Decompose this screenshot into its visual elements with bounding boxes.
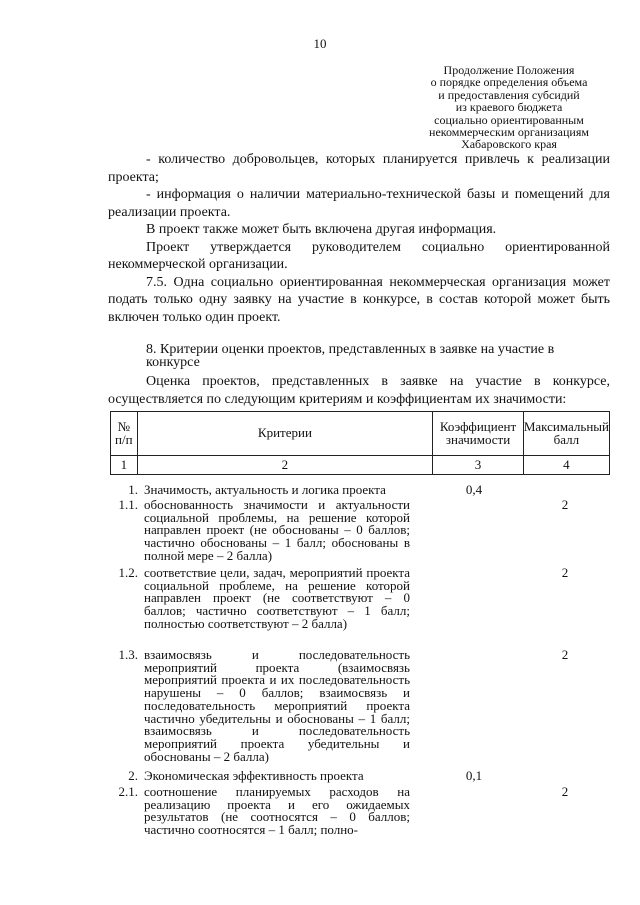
row-coefficient: 0,1 <box>465 768 483 783</box>
header-line: о порядке определения объема <box>430 75 588 90</box>
row-number: 1.1. <box>118 497 138 512</box>
paragraph-volunteers: - количество добровольцев, которых планируется привлечь к реализации проекта; <box>108 152 610 185</box>
row-number: 2. <box>128 768 138 783</box>
paragraph-intro: Оценка проектов, представленных в заявке на участие в конкурсе, осуществляется по следующим критериям и коэффициентам их значимости: <box>108 374 610 407</box>
table-column-numbers-row <box>111 456 610 475</box>
body-text <box>108 151 610 326</box>
table-header-row <box>111 412 610 456</box>
header-line: из краевого бюджета <box>455 100 563 115</box>
column-number: 4 <box>523 456 609 475</box>
header-line: некоммерческим организациям <box>429 125 589 140</box>
row-score: 2 <box>561 784 569 799</box>
header-line: и предоставления субсидий <box>438 87 580 102</box>
header-criteria: Критерии <box>137 412 433 456</box>
row-text: Экономическая эффективность проекта <box>144 768 364 783</box>
column-number: 3 <box>433 456 524 475</box>
header-line: Продолжение Положения <box>443 63 575 77</box>
row-text: обоснованность значимости и актуальности социальной проблемы, на решение которой направлен проект (не обоснованы – 0 баллов; частично обоснованы – 1 балл; обоснованы в полной мере – 2 балла) <box>144 497 410 563</box>
header-coefficient: Коэффициент значимости <box>433 412 524 456</box>
row-score: 2 <box>561 565 569 580</box>
header-line: социально ориентированным <box>434 112 584 127</box>
document-header <box>388 64 630 151</box>
header-number: № п/п <box>111 412 138 456</box>
section-title: 8. Критерии оценки проектов, представленных в заявке на участие в конкурсе <box>146 342 555 370</box>
row-coefficient: 0,4 <box>465 482 483 497</box>
row-text: соотношение планируемых расходов на реализацию проекта и его ожидаемых результатов (не соотносятся – 0 баллов; частично соотносятся – 1 балл; полно- <box>144 784 410 838</box>
column-number: 1 <box>111 456 138 475</box>
row-number: 1. <box>128 482 138 497</box>
row-number: 1.2. <box>118 565 138 580</box>
row-score: 2 <box>561 647 569 662</box>
paragraph-other-info: В проект также может быть включена другая информация. <box>146 222 497 237</box>
row-text: взаимосвязь и последовательность мероприятий проекта (взаимосвязь мероприятий проекта и их последовательность нарушены – 0 баллов; взаимосвязь и последовательность мероприятий проекта частично убедительны и обоснованы – 1 балл; взаимосвязь и последовательность мероприятий проекта убедительны и обоснованы – 2 балла) <box>144 647 410 764</box>
criteria-table <box>110 411 610 475</box>
page-number: 10 <box>313 36 327 51</box>
header-line: Хабаровского края <box>461 137 557 152</box>
intro-text <box>108 373 610 408</box>
paragraph-7-5: 7.5. Одна социально ориентированная некоммерческая организация может подать только одну заявку на участие в конкурсе, в состав которой может быть включен только один проект. <box>108 274 610 325</box>
row-text: соответствие цели, задач, мероприятий проекта социальной проблеме, на решение которой направлен проект (не соответствуют – 0 баллов; частично соответствуют – 1 балл; полностью соответствуют – 2 балла) <box>144 565 410 631</box>
row-score: 2 <box>561 497 569 512</box>
row-number: 1.3. <box>118 647 138 662</box>
paragraph-approval: Проект утверждается руководителем социально ориентированной некоммерческой организации. <box>108 239 610 272</box>
column-number: 2 <box>137 456 433 475</box>
header-max-score: Максимальный балл <box>523 412 609 456</box>
row-number: 2.1. <box>118 784 138 799</box>
paragraph-material-base: - информация о наличии материально-технической базы и помещений для реализации проекта. <box>108 187 610 220</box>
row-text: Значимость, актуальность и логика проекта <box>144 482 386 497</box>
